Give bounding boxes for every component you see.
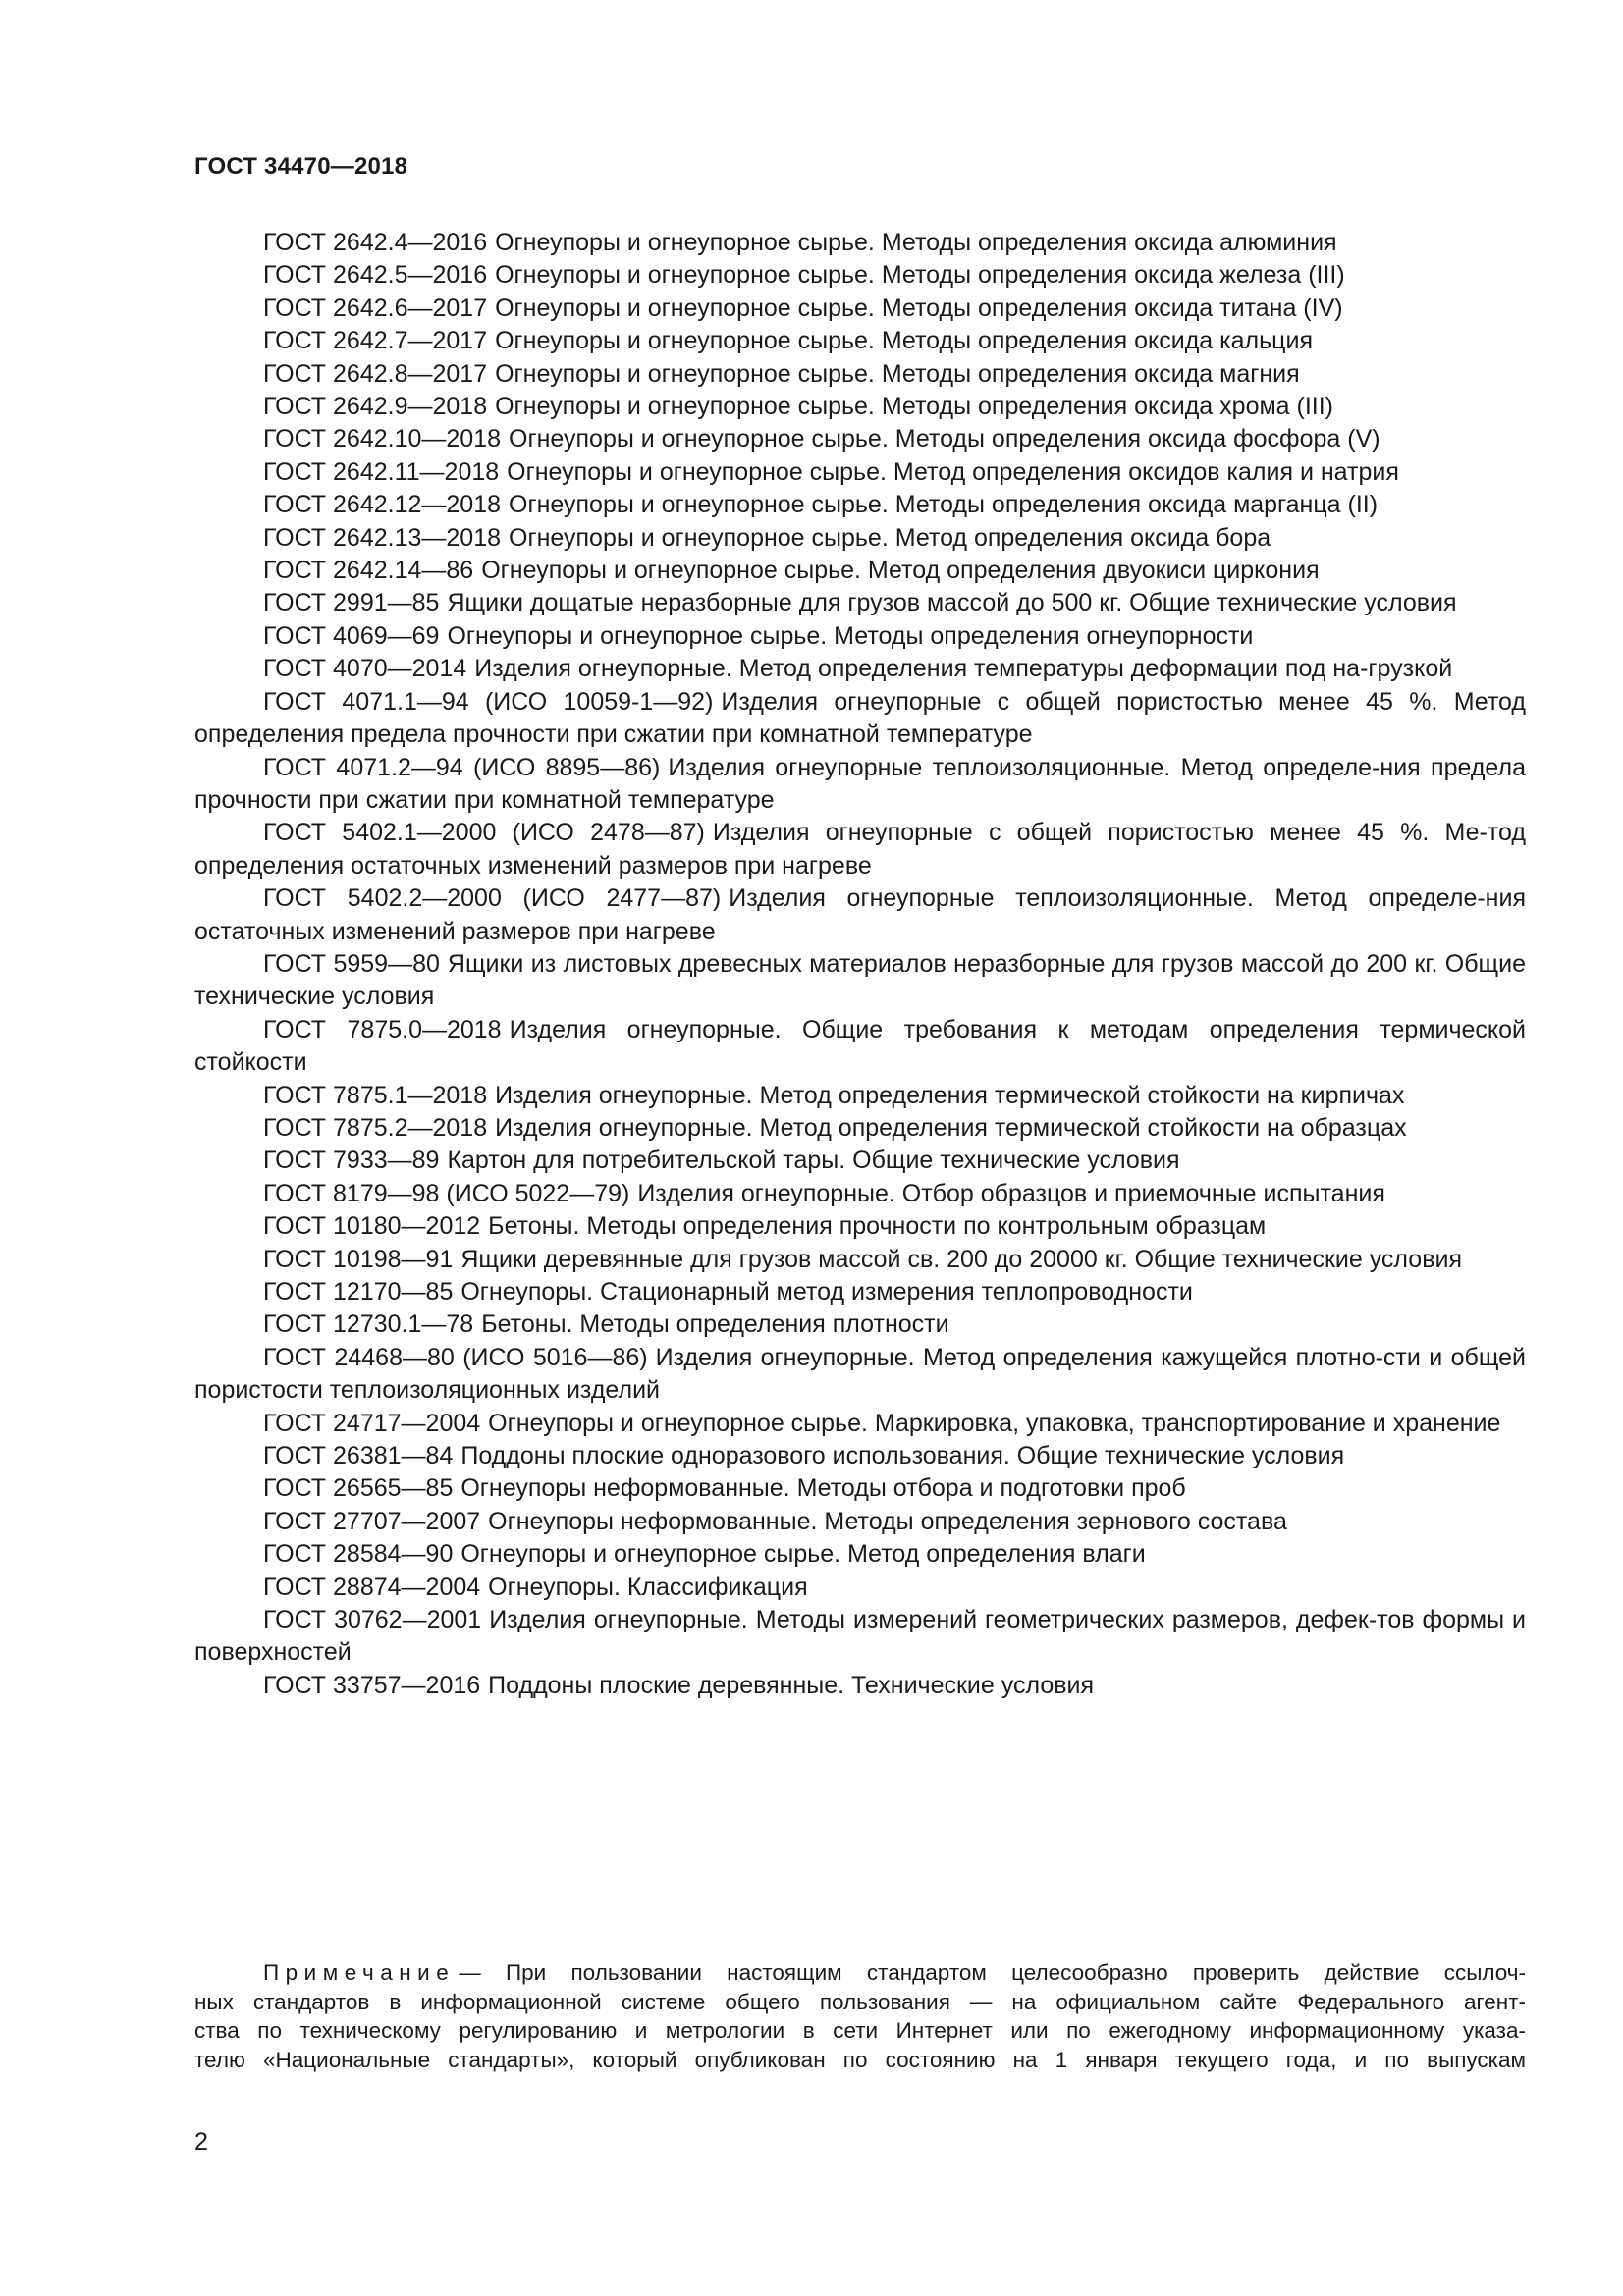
- reference-title: Огнеупоры и огнеупорное сырье. Методы определения оксида алюминия: [495, 229, 1337, 256]
- reference-code: ГОСТ 7933—89: [263, 1147, 440, 1175]
- reference-code: ГОСТ 2991—85: [263, 589, 440, 617]
- reference-entry: [194, 1538, 1526, 1571]
- reference-title: Огнеупоры и огнеупорное сырье. Методы определения оксида хрома (III): [495, 393, 1333, 421]
- reference-title: Огнеупоры и огнеупорное сырье. Метод определения оксидов калия и натрия: [507, 457, 1399, 486]
- reference-code: ГОСТ 24717—2004: [263, 1409, 481, 1437]
- reference-code: ГОСТ 2642.12—2018: [263, 491, 502, 519]
- reference-entry: [194, 325, 1526, 357]
- reference-entry: [194, 653, 1526, 685]
- reference-title: Поддоны плоские одноразового использования. Общие технические условия: [460, 1442, 1345, 1470]
- reference-code: ГОСТ 5959—80: [263, 949, 440, 978]
- reference-title: Изделия огнеупорные. Отбор образцов и приемочные испытания: [637, 1179, 1385, 1207]
- reference-entry: [194, 1308, 1526, 1341]
- note-label: Примечание: [263, 1960, 456, 1985]
- reference-title: Ящики дощатые неразборные для грузов массой до 500 кг. Общие технические условия: [447, 589, 1457, 617]
- reference-entry: [194, 259, 1526, 292]
- reference-entry: [194, 882, 1526, 948]
- reference-title: Огнеупоры и огнеупорное сырье. Метод определения оксида бора: [509, 523, 1271, 552]
- reference-title: Огнеупоры неформованные. Методы определения зернового состава: [488, 1507, 1287, 1535]
- note-line: телю «Национальные стандарты», который опубликован по состоянию на 1 января текущего года, и по выпускам: [194, 2047, 1526, 2072]
- page-header-standard-code: ГОСТ 34470—2018: [194, 153, 408, 180]
- reference-title: Изделия огнеупорные теплоизоляционные. Метод определе-ния предела прочности при сжатии при комнатной температуре: [194, 753, 1526, 814]
- reference-code: ГОСТ 5402.1—2000 (ИСО 2478—87): [263, 819, 705, 847]
- reference-entry: [194, 489, 1526, 521]
- reference-title: Огнеупоры и огнеупорное сырье. Методы определения оксида титана (IV): [495, 294, 1343, 322]
- reference-code: ГОСТ 2642.9—2018: [263, 393, 488, 421]
- reference-entry: [194, 391, 1526, 423]
- reference-code: ГОСТ 10198—91: [263, 1245, 454, 1273]
- reference-code: ГОСТ 4070—2014: [263, 655, 467, 683]
- reference-code: ГОСТ 2642.6—2017: [263, 294, 488, 322]
- reference-entry: [194, 522, 1526, 555]
- reference-code: ГОСТ 2642.14—86: [263, 557, 474, 585]
- reference-title: Огнеупоры и огнеупорное сырье. Методы определения оксида железа (III): [495, 261, 1345, 290]
- note-line: Примечание — При пользовании настоящим стандартом целесообразно проверить действие ссылоч-: [263, 1960, 1526, 1985]
- reference-code: ГОСТ 2642.13—2018: [263, 523, 502, 552]
- reference-entry: [194, 1506, 1526, 1538]
- reference-entry: [194, 1408, 1526, 1440]
- reference-code: ГОСТ 10180—2012: [263, 1212, 481, 1241]
- reference-title: Изделия огнеупорные. Общие требования к методам определения термической стойкости: [194, 1015, 1526, 1077]
- reference-entry: [194, 1670, 1526, 1702]
- reference-code: ГОСТ 7875.0—2018: [263, 1015, 502, 1043]
- reference-entry: [194, 1572, 1526, 1604]
- reference-code: ГОСТ 28584—90: [263, 1540, 454, 1569]
- reference-code: ГОСТ 2642.4—2016: [263, 229, 488, 256]
- reference-title: Изделия огнеупорные. Метод определения термической стойкости на образцах: [495, 1113, 1407, 1142]
- reference-title: Огнеупоры и огнеупорное сырье. Методы определения оксида фосфора (V): [509, 425, 1380, 454]
- reference-entry: [194, 227, 1526, 259]
- note-line: ства по техническому регулированию и метрологии в сети Интернет или по ежегодному информационному указа-: [194, 2018, 1526, 2043]
- reference-title: Огнеупоры. Классификация: [488, 1573, 808, 1601]
- page-number: 2: [194, 2128, 208, 2156]
- reference-entry: [194, 555, 1526, 587]
- reference-entry: [194, 1604, 1526, 1670]
- reference-code: ГОСТ 7875.1—2018: [263, 1081, 488, 1109]
- reference-entry: [194, 587, 1526, 619]
- reference-title: Картон для потребительской тары. Общие технические условия: [447, 1147, 1180, 1175]
- reference-title: Изделия огнеупорные. Метод определения кажущейся плотно-сти и общей пористости теплоизоляционных изделий: [194, 1343, 1526, 1405]
- reference-title: Ящики из листовых древесных материалов неразборные для грузов массой до 200 кг. Общие технические условия: [194, 949, 1526, 1011]
- note-line: ных стандартов в информационной системе общего пользования — на официальном сайте Федерального агент-: [194, 1989, 1526, 2014]
- reference-code: ГОСТ 5402.2—2000 (ИСО 2477—87): [263, 884, 722, 913]
- reference-code: ГОСТ 12730.1—78: [263, 1310, 474, 1339]
- reference-title: Ящики деревянные для грузов массой св. 200 до 20000 кг. Общие технические условия: [460, 1245, 1462, 1273]
- reference-title: Изделия огнеупорные теплоизоляционные. Метод определе-ния остаточных изменений размеров при нагреве: [194, 884, 1526, 945]
- reference-entry: [194, 948, 1526, 1014]
- reference-code: ГОСТ 8179—98 (ИСО 5022—79): [263, 1179, 630, 1207]
- reference-code: ГОСТ 28874—2004: [263, 1573, 481, 1601]
- reference-title: Изделия огнеупорные с общей пористостью менее 45 %. Метод определения предела прочности при сжатии при комнатной температуре: [194, 687, 1526, 749]
- reference-title: Огнеупоры. Стационарный метод измерения теплопроводности: [460, 1278, 1193, 1306]
- reference-code: ГОСТ 26381—84: [263, 1442, 454, 1470]
- note-block: [194, 1958, 1526, 2074]
- reference-entry: [194, 1145, 1526, 1177]
- normative-references-list: [194, 227, 1526, 1702]
- reference-title: Огнеупоры и огнеупорное сырье. Методы определения оксида марганца (II): [509, 491, 1379, 519]
- reference-title: Поддоны плоские деревянные. Технические условия: [488, 1671, 1095, 1699]
- reference-code: ГОСТ 27707—2007: [263, 1507, 481, 1535]
- reference-entry: [194, 1440, 1526, 1472]
- reference-entry: [194, 1210, 1526, 1243]
- reference-entry: [194, 817, 1526, 882]
- reference-code: ГОСТ 12170—85: [263, 1278, 454, 1306]
- reference-code: ГОСТ 7875.2—2018: [263, 1113, 488, 1142]
- reference-entry: [194, 1014, 1526, 1080]
- reference-code: ГОСТ 4071.1—94 (ИСО 10059-1—92): [263, 687, 714, 716]
- reference-code: ГОСТ 2642.8—2017: [263, 359, 488, 388]
- reference-entry: [194, 1080, 1526, 1112]
- reference-code: ГОСТ 30762—2001: [263, 1606, 482, 1634]
- reference-title: Огнеупоры и огнеупорное сырье. Методы определения оксида кальция: [495, 327, 1313, 355]
- reference-title: Изделия огнеупорные с общей пористостью менее 45 %. Ме-тод определения остаточных изменений размеров при нагреве: [194, 819, 1526, 880]
- reference-title: Бетоны. Методы определения прочности по контрольным образцам: [488, 1212, 1267, 1241]
- reference-code: ГОСТ 2642.10—2018: [263, 425, 502, 454]
- reference-entry: [194, 1244, 1526, 1276]
- reference-entry: [194, 686, 1526, 752]
- reference-entry: [194, 423, 1526, 455]
- reference-entry: [194, 456, 1526, 489]
- reference-entry: [194, 1342, 1526, 1408]
- reference-title: Изделия огнеупорные. Метод определения термической стойкости на кирпичах: [495, 1081, 1405, 1109]
- reference-title: Огнеупоры и огнеупорное сырье. Методы определения оксида магния: [495, 359, 1300, 388]
- reference-entry: [194, 358, 1526, 391]
- reference-code: ГОСТ 4071.2—94 (ИСО 8895—86): [263, 753, 661, 781]
- reference-title: Огнеупоры неформованные. Методы отбора и подготовки проб: [460, 1474, 1186, 1503]
- reference-title: Изделия огнеупорные. Метод определения температуры деформации под на-грузкой: [474, 655, 1453, 683]
- reference-code: ГОСТ 2642.5—2016: [263, 261, 488, 290]
- reference-code: ГОСТ 26565—85: [263, 1474, 454, 1503]
- reference-title: Изделия огнеупорные. Методы измерений геометрических размеров, дефек-тов формы и поверхностей: [194, 1606, 1526, 1667]
- reference-title: Огнеупоры и огнеупорное сырье. Методы определения огнеупорности: [447, 621, 1254, 650]
- reference-title: Огнеупоры и огнеупорное сырье. Маркировка, упаковка, транспортирование и хранение: [488, 1409, 1501, 1437]
- reference-entry: [194, 293, 1526, 325]
- reference-entry: [194, 1112, 1526, 1145]
- reference-code: ГОСТ 2642.11—2018: [263, 457, 500, 486]
- reference-code: ГОСТ 33757—2016: [263, 1671, 481, 1699]
- reference-title: Огнеупоры и огнеупорное сырье. Метод определения двуокиси циркония: [481, 557, 1320, 585]
- reference-entry: [194, 1472, 1526, 1505]
- reference-entry: [194, 752, 1526, 818]
- reference-entry: [194, 620, 1526, 653]
- reference-code: ГОСТ 4069—69: [263, 621, 440, 650]
- reference-title: Бетоны. Методы определения плотности: [481, 1310, 949, 1339]
- reference-entry: [194, 1178, 1526, 1210]
- reference-title: Огнеупоры и огнеупорное сырье. Метод определения влаги: [460, 1540, 1146, 1569]
- reference-code: ГОСТ 2642.7—2017: [263, 327, 488, 355]
- reference-entry: [194, 1276, 1526, 1308]
- reference-code: ГОСТ 24468—80 (ИСО 5016—86): [263, 1343, 648, 1371]
